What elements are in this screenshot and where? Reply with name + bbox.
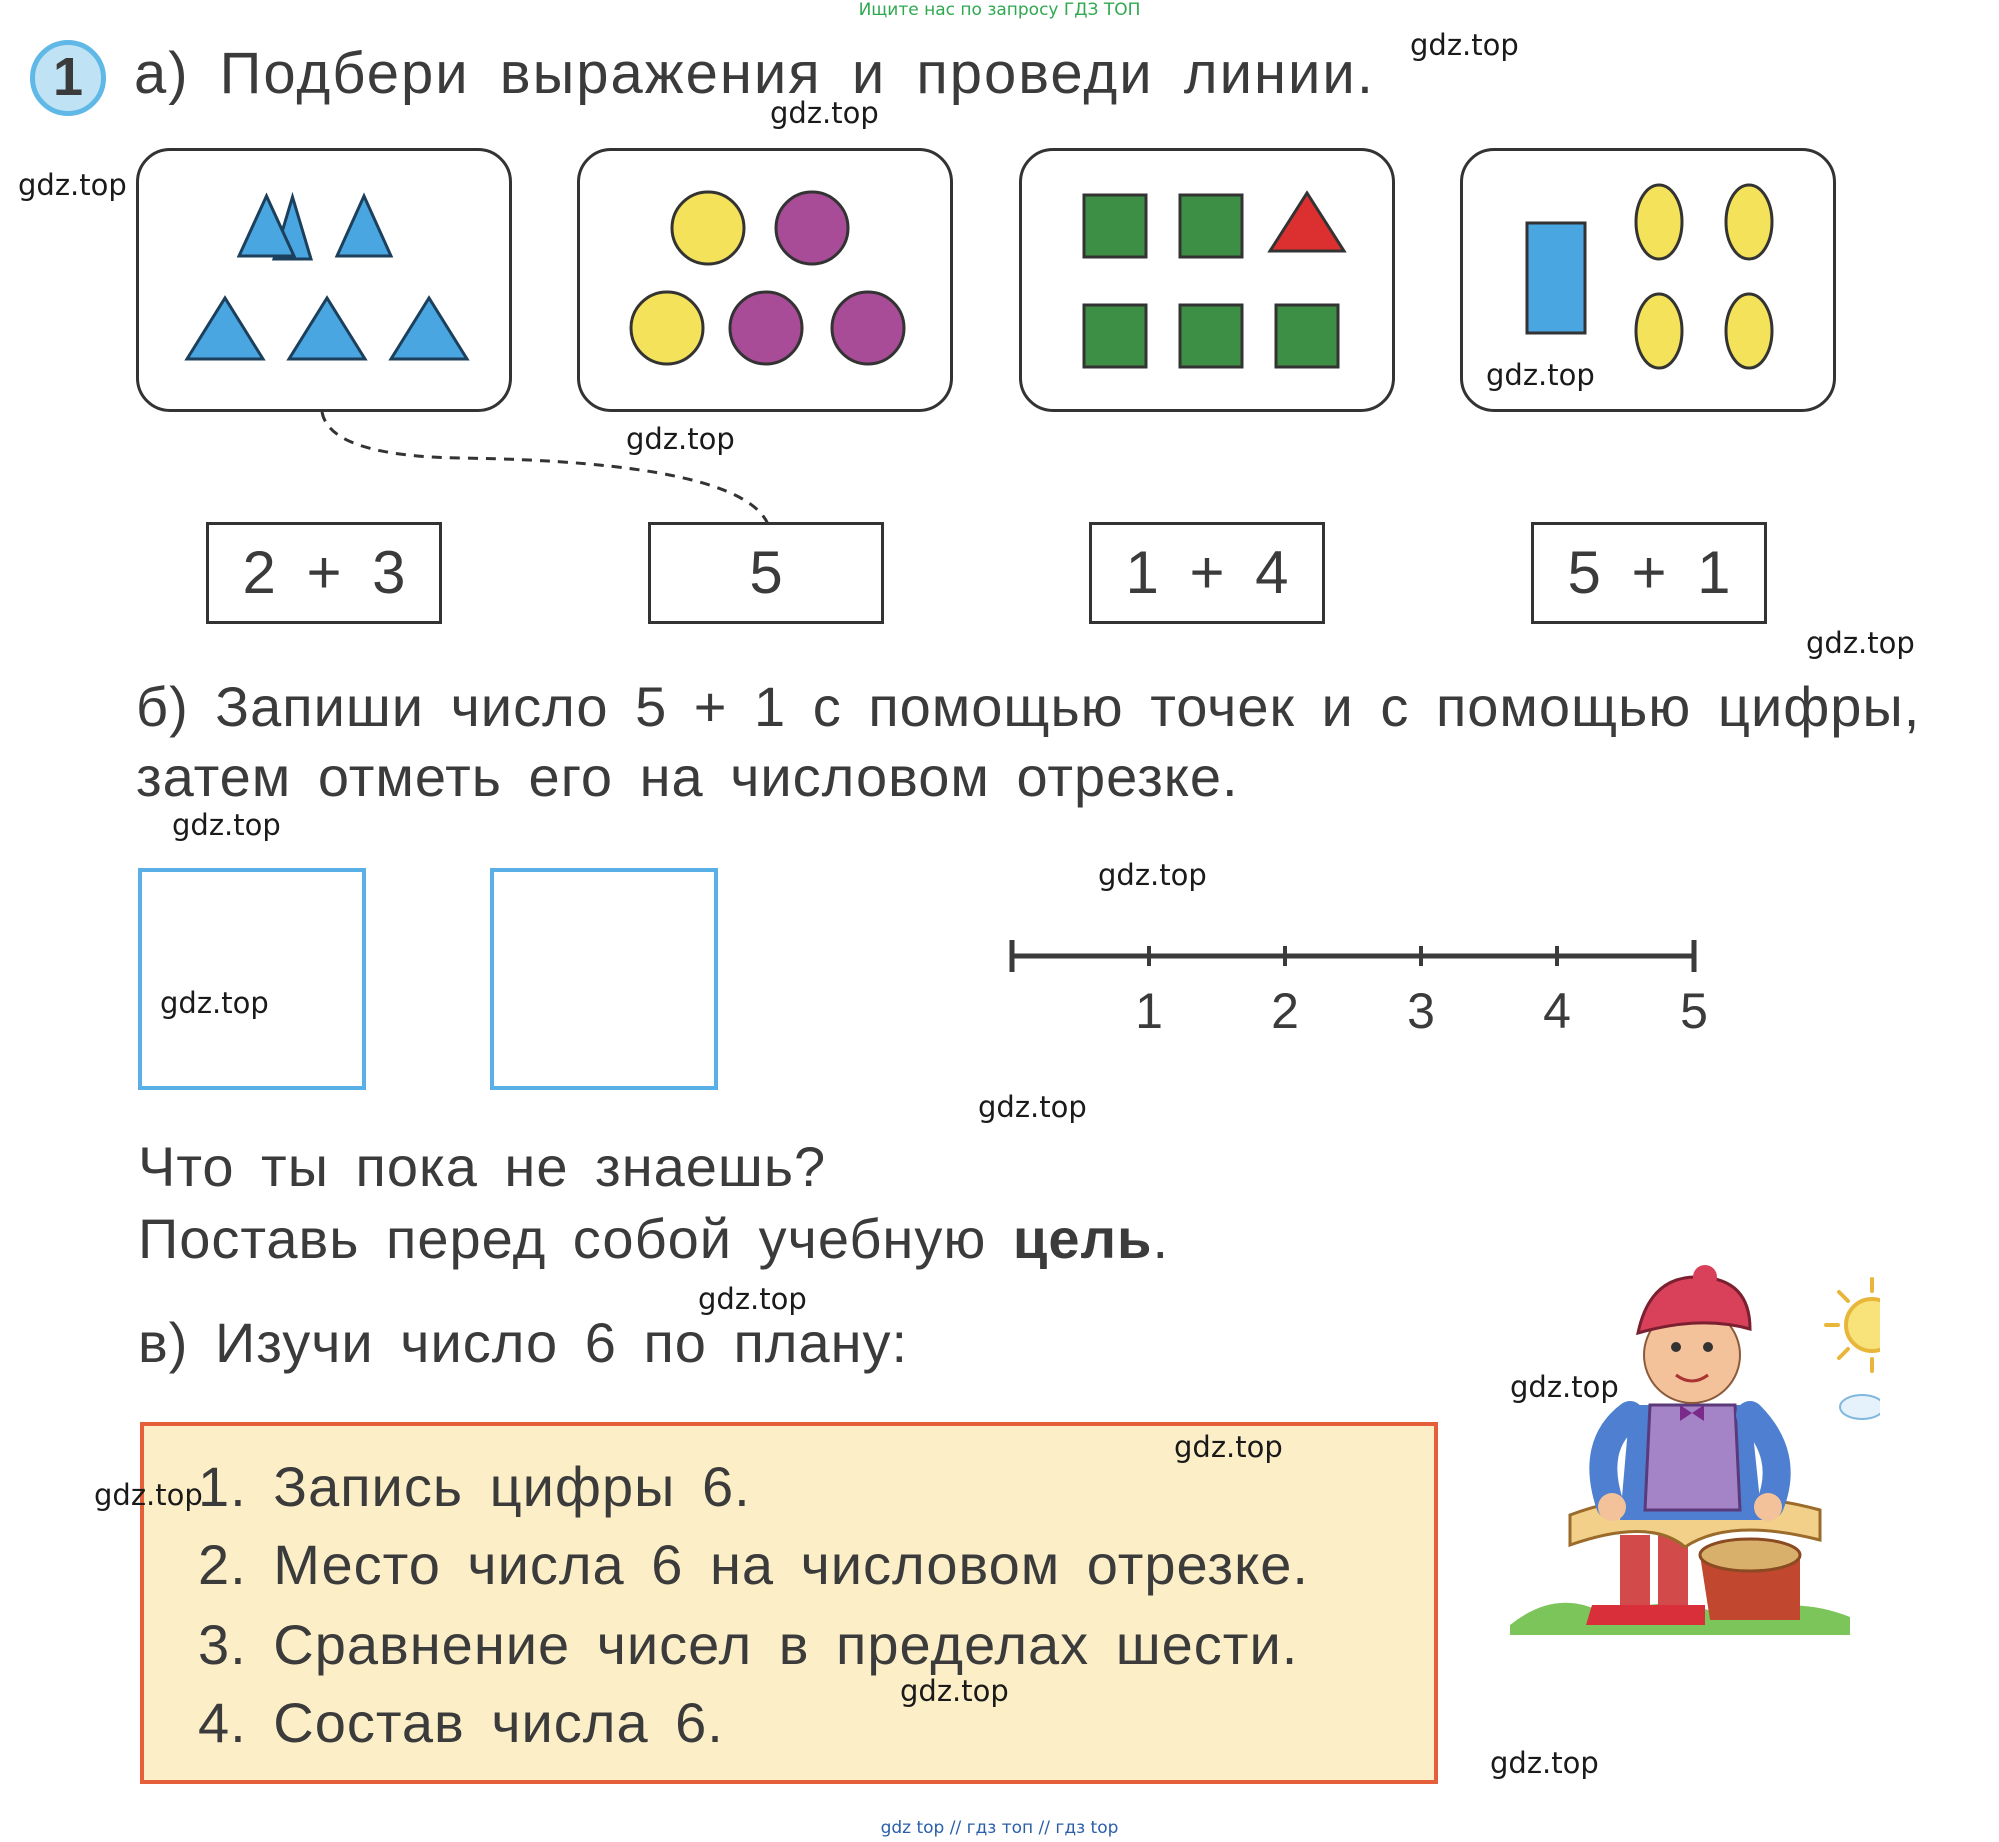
watermark: gdz.top: [1174, 1430, 1283, 1464]
number-line[interactable]: [1000, 930, 1720, 990]
site-footer-links[interactable]: gdz top // гдз топ // гдз top: [880, 1818, 1119, 1838]
question-line-1: Что ты пока не знаешь?: [138, 1135, 827, 1198]
number-line-label-1: 1: [1135, 983, 1163, 1039]
expression-box-4[interactable]: 5 + 1: [1531, 522, 1767, 624]
watermark: gdz.top: [1410, 28, 1519, 62]
expression-box-2[interactable]: 5: [648, 522, 884, 624]
goal-word: цель: [1012, 1207, 1153, 1270]
watermark: gdz.top: [1806, 626, 1915, 660]
number-line-label-3: 3: [1407, 983, 1435, 1039]
digit-answer-box[interactable]: [490, 868, 718, 1090]
watermark: gdz.top: [1510, 1370, 1619, 1404]
part-v-heading: в) Изучи число 6 по плану:: [138, 1311, 909, 1374]
question-line-2-text: Поставь перед собой учебную: [138, 1207, 1013, 1270]
expression-box-1[interactable]: 2 + 3: [206, 522, 442, 624]
boy-reading-illustration: [1500, 1255, 1880, 1645]
question-line-2: [138, 1206, 1169, 1271]
watermark: gdz.top: [900, 1674, 1009, 1708]
number-line-label-4: 4: [1543, 983, 1571, 1039]
watermark: gdz.top: [978, 1090, 1087, 1124]
plan-item-4: 4. Состав числа 6.: [198, 1691, 724, 1754]
task-number-badge: 1: [30, 40, 106, 116]
watermark: gdz.top: [626, 422, 735, 456]
watermark: gdz.top: [94, 1478, 203, 1512]
plan-item-2: 2. Место числа 6 на числовом отрезке.: [198, 1533, 1309, 1596]
watermark: gdz.top: [1490, 1746, 1599, 1780]
watermark: gdz.top: [1098, 858, 1207, 892]
part-b-line-1: б) Запиши число 5 + 1 с помощью точек и с помощью цифры,: [136, 675, 1921, 738]
expression-box-3[interactable]: 1 + 4: [1089, 522, 1325, 624]
watermark: gdz.top: [1486, 358, 1595, 392]
watermark: gdz.top: [160, 986, 269, 1020]
question-line-2-dot: .: [1152, 1207, 1170, 1270]
part-b-line-2: затем отметь его на числовом отрезке.: [136, 745, 1239, 808]
number-line-label-2: 2: [1271, 983, 1299, 1039]
study-plan-box: [140, 1422, 1438, 1784]
plan-item-1: 1. Запись цифры 6.: [198, 1455, 751, 1518]
watermark: gdz.top: [18, 168, 127, 202]
watermark: gdz.top: [172, 808, 281, 842]
dots-answer-box[interactable]: [138, 868, 366, 1090]
site-search-hint: Ищите нас по запросу ГДЗ ТОП: [858, 0, 1141, 20]
watermark: gdz.top: [698, 1282, 807, 1316]
part-a-heading: а) Подбери выражения и проведи линии.: [134, 41, 1375, 106]
watermark: gdz.top: [770, 96, 879, 130]
plan-item-3: 3. Сравнение чисел в пределах шести.: [198, 1613, 1299, 1676]
number-line-label-5: 5: [1680, 983, 1708, 1039]
